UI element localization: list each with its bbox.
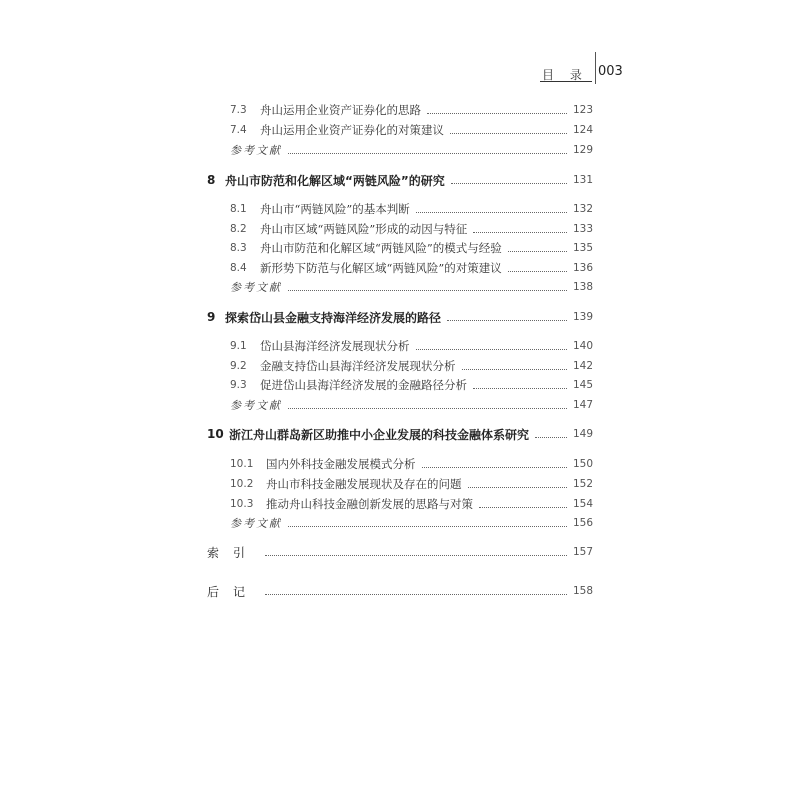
dot-leader [451, 183, 567, 184]
toc-entry-7-3[interactable] [230, 100, 593, 120]
section-title: 推动舟山科技金融创新发展的思路与对策 [266, 497, 473, 511]
page-number: 154 [572, 498, 593, 510]
toc-entry-references-10[interactable] [230, 513, 593, 533]
section-title: 新形势下防范与化解区域“两链风险”的对策建议 [260, 261, 502, 275]
section-number: 10.3 [230, 498, 254, 510]
section-number: 7.3 [230, 104, 247, 116]
section-title: 舟山市区域“两链风险”形成的动因与特征 [260, 222, 468, 236]
chapter-number: 8 [207, 173, 216, 187]
chapter-number: 9 [207, 310, 216, 324]
toc-entry-9-1[interactable] [230, 336, 593, 356]
page-number: 156 [572, 517, 593, 529]
dot-leader [288, 290, 567, 291]
dot-leader [427, 113, 567, 114]
section-number: 9.3 [230, 379, 247, 391]
dot-leader [416, 349, 567, 350]
chapter-number: 10 [207, 427, 224, 441]
toc-entry-9-2[interactable] [230, 356, 593, 376]
page-number: 123 [572, 104, 593, 116]
page-number: 135 [572, 242, 593, 254]
toc-entry-references-7[interactable] [230, 140, 593, 160]
page-number: 131 [572, 174, 593, 186]
references-title: 参考文献 [230, 399, 282, 412]
section-number: 8.1 [230, 203, 247, 215]
dot-leader [508, 251, 567, 252]
toc-chapter-9[interactable] [207, 307, 593, 327]
section-number: 10.1 [230, 458, 254, 470]
section-number: 9.1 [230, 340, 247, 352]
section-title: 金融支持岱山县海洋经济发展现状分析 [260, 359, 456, 373]
dot-leader [288, 526, 567, 527]
section-title: 舟山运用企业资产证券化的对策建议 [260, 123, 444, 137]
page-number: 132 [572, 203, 593, 215]
section-number: 7.4 [230, 124, 247, 136]
section-number: 8.4 [230, 262, 247, 274]
dot-leader [473, 232, 567, 233]
section-title: 促进岱山县海洋经济发展的金融路径分析 [260, 378, 467, 392]
section-number: 10.2 [230, 478, 254, 490]
references-title: 参考文献 [230, 281, 282, 294]
dot-leader [422, 467, 567, 468]
chapter-title: 浙江舟山群岛新区助推中小企业发展的科技金融体系研究 [229, 427, 530, 442]
toc-entry-10-2[interactable] [230, 474, 593, 494]
page-number: 124 [572, 124, 593, 136]
section-title: 舟山市科技金融发展现状及存在的问题 [266, 477, 462, 491]
dot-leader [416, 212, 567, 213]
section-title: 岱山县海洋经济发展现状分析 [260, 339, 410, 353]
section-title: 国内外科技金融发展模式分析 [266, 457, 416, 471]
dot-leader [473, 388, 567, 389]
page-number: 157 [572, 546, 593, 558]
page-number: 152 [572, 478, 593, 490]
page-number: 139 [572, 311, 593, 323]
section-title: 舟山运用企业资产证券化的思路 [260, 103, 421, 117]
page-number: 142 [572, 360, 593, 372]
dot-leader [288, 408, 567, 409]
index-title: 索引 [207, 545, 260, 560]
page-number: 138 [572, 281, 593, 293]
toc-entry-10-3[interactable] [230, 494, 593, 514]
toc-entry-8-1[interactable] [230, 199, 593, 219]
page-number: 158 [572, 585, 593, 597]
page-number: 145 [572, 379, 593, 391]
references-title: 参考文献 [230, 517, 282, 530]
page-number: 147 [572, 399, 593, 411]
dot-leader [450, 133, 567, 134]
header-title: 目 录 [542, 68, 588, 82]
dot-leader [468, 487, 567, 488]
toc-entry-8-2[interactable] [230, 219, 593, 239]
dot-leader [508, 271, 567, 272]
toc-entry-references-9[interactable] [230, 395, 593, 415]
header-page-number: 003 [598, 64, 623, 79]
dot-leader [462, 369, 567, 370]
page-number: 149 [572, 428, 593, 440]
dot-leader [265, 594, 567, 595]
toc-entry-index[interactable] [207, 542, 593, 562]
section-title: 舟山市防范和化解区域“两链风险”的模式与经验 [260, 241, 502, 255]
toc-entry-10-1[interactable] [230, 454, 593, 474]
dot-leader [265, 555, 567, 556]
chapter-title: 探索岱山县金融支持海洋经济发展的路径 [225, 310, 442, 325]
page-number: 150 [572, 458, 593, 470]
afterword-title: 后记 [207, 584, 260, 599]
page-number: 133 [572, 223, 593, 235]
chapter-title: 舟山市防范和化解区域“两链风险”的研究 [225, 173, 445, 188]
references-title: 参考文献 [230, 144, 282, 157]
toc-chapter-10[interactable] [207, 424, 593, 444]
page-number: 140 [572, 340, 593, 352]
section-title: 舟山市“两链风险”的基本判断 [260, 202, 410, 216]
toc-entry-9-3[interactable] [230, 375, 593, 395]
section-number: 8.3 [230, 242, 247, 254]
toc-chapter-8[interactable] [207, 170, 593, 190]
section-number: 9.2 [230, 360, 247, 372]
page-number: 136 [572, 262, 593, 274]
toc-entry-references-8[interactable] [230, 277, 593, 297]
section-number: 8.2 [230, 223, 247, 235]
toc-entry-afterword[interactable] [207, 581, 593, 601]
dot-leader [288, 153, 567, 154]
page-number: 129 [572, 144, 593, 156]
dot-leader [535, 437, 567, 438]
toc-entry-7-4[interactable] [230, 120, 593, 140]
toc-entry-8-4[interactable] [230, 258, 593, 278]
dot-leader [447, 320, 567, 321]
dot-leader [479, 507, 567, 508]
toc-entry-8-3[interactable] [230, 238, 593, 258]
